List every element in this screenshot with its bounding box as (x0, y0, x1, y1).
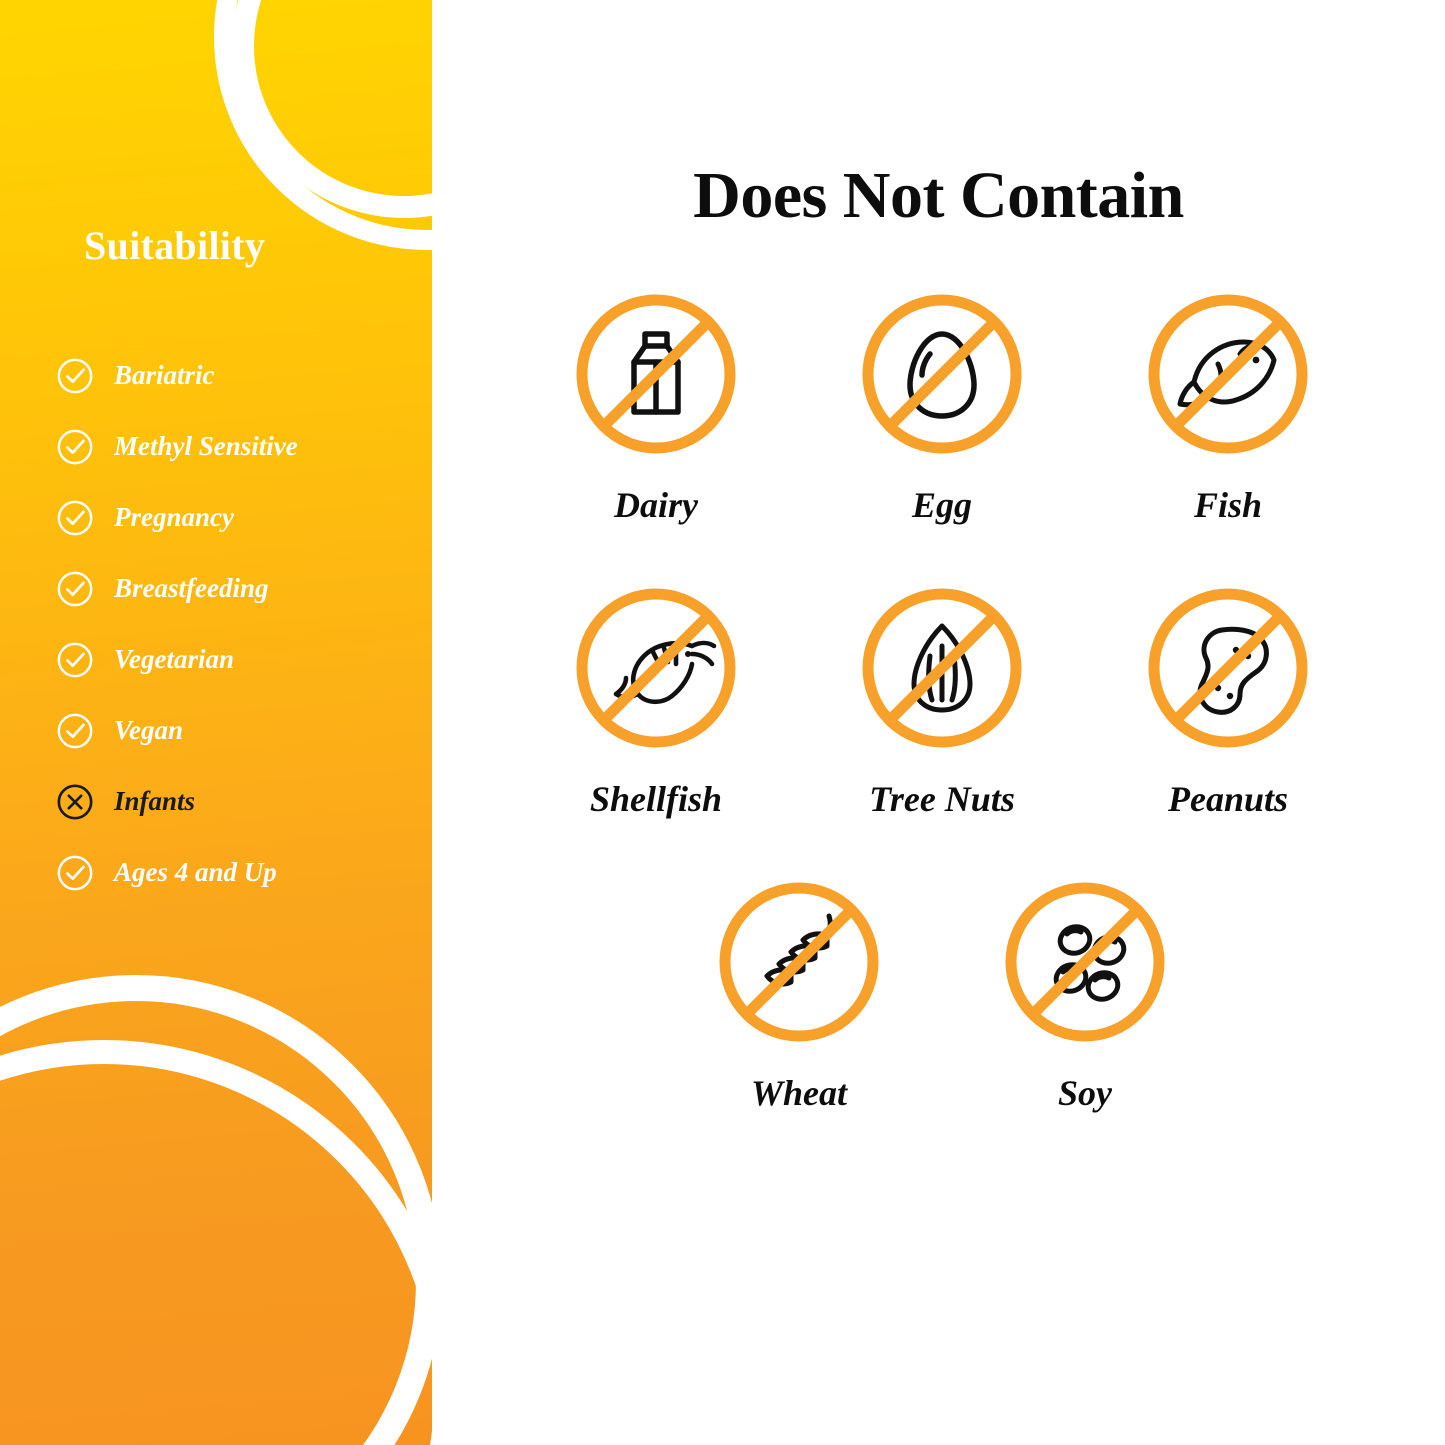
decorative-arc-top-inner (232, 0, 432, 218)
peanut-icon (1144, 584, 1312, 752)
decorative-arc-bottom-inner (0, 975, 432, 1445)
wheat-icon (715, 878, 883, 1046)
list-item-label: Infants (114, 786, 196, 816)
allergen-label: Soy (1058, 1073, 1112, 1113)
section-heading: Does Not Contain (693, 159, 1184, 232)
x-circle-icon (56, 783, 94, 821)
check-circle-icon (56, 428, 94, 466)
no-wheat-badge (715, 878, 883, 1046)
shrimp-icon (572, 584, 740, 752)
no-shellfish-badge (572, 584, 740, 752)
allergen-item-tree-nuts (842, 584, 1042, 820)
check-circle-icon (56, 499, 94, 537)
list-item (56, 837, 432, 908)
list-item (56, 624, 432, 695)
allergen-label: Fish (1193, 485, 1263, 525)
list-item-label: Pregnancy (114, 502, 234, 532)
allergen-item-fish (1128, 290, 1328, 526)
soybean-icon (1001, 878, 1169, 1046)
check-circle-icon (56, 357, 94, 395)
egg-icon (858, 290, 1026, 458)
allergen-row (492, 584, 1392, 820)
allergen-label: Wheat (750, 1073, 847, 1113)
check-circle-icon (56, 570, 94, 608)
allergen-row (492, 290, 1392, 526)
list-item (56, 766, 432, 837)
allergen-item-egg (842, 290, 1042, 526)
list-item-label: Breastfeeding (114, 573, 269, 603)
list-item (56, 695, 432, 766)
allergen-item-shellfish (556, 584, 756, 820)
list-item (56, 482, 432, 553)
check-circle-icon (56, 854, 94, 892)
list-item-label: Vegetarian (114, 644, 235, 674)
allergen-label: Dairy (614, 485, 698, 525)
fish-icon (1144, 290, 1312, 458)
no-fish-badge (1144, 290, 1312, 458)
list-item (56, 411, 432, 482)
check-circle-icon (56, 641, 94, 679)
no-egg-badge (858, 290, 1026, 458)
decorative-arc-bottom-outer (0, 1040, 432, 1445)
list-item-label: Bariatric (114, 360, 215, 390)
allergen-item-dairy (556, 290, 756, 526)
allergen-label: Shellfish (589, 779, 723, 819)
list-item (56, 340, 432, 411)
page-title: Suitability (84, 223, 266, 268)
allergen-label: Tree Nuts (869, 779, 1015, 819)
list-item (56, 553, 432, 624)
allergen-item-peanuts (1128, 584, 1328, 820)
suitability-list (56, 340, 432, 908)
allergen-label: Egg (911, 485, 972, 525)
list-item-label: Ages 4 and Up (114, 857, 277, 887)
does-not-contain-panel (432, 0, 1445, 1445)
allergen-grid (492, 290, 1392, 1172)
no-soy-badge (1001, 878, 1169, 1046)
decorative-arc-top-outer (214, 0, 432, 250)
list-item-label: Vegan (114, 715, 184, 745)
allergen-row (492, 878, 1392, 1114)
no-peanuts-badge (1144, 584, 1312, 752)
suitability-panel (0, 0, 432, 1445)
no-tree-nuts-badge (858, 584, 1026, 752)
check-circle-icon (56, 712, 94, 750)
milk-carton-icon (572, 290, 740, 458)
almond-icon (858, 584, 1026, 752)
list-item-label: Methyl Sensitive (114, 431, 298, 461)
allergen-label: Peanuts (1167, 779, 1289, 819)
no-dairy-badge (572, 290, 740, 458)
allergen-item-soy (985, 878, 1185, 1114)
allergen-item-wheat (699, 878, 899, 1114)
